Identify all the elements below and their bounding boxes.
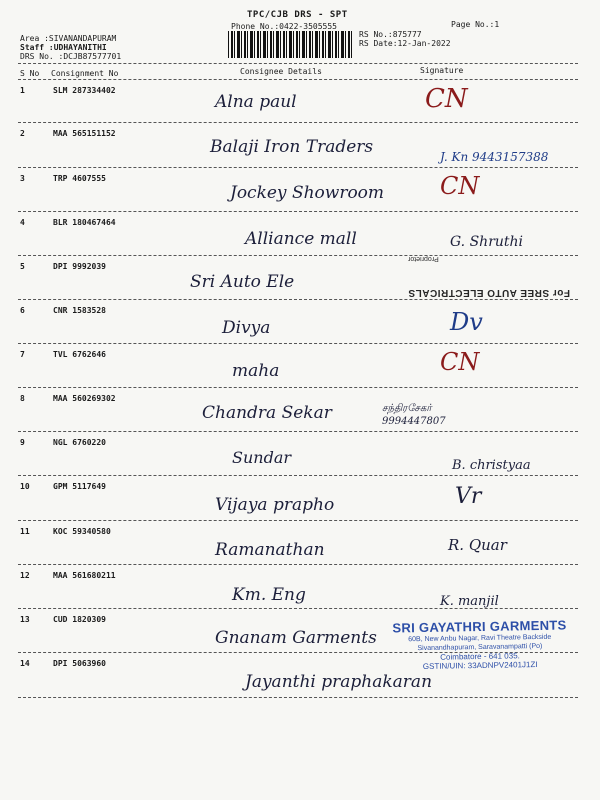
row-13-consignment: CUD 1820309	[53, 615, 106, 624]
row-rule	[18, 211, 578, 212]
row-12-signature: K. manjil	[440, 594, 499, 609]
rs-number: RS No.:875777	[359, 30, 422, 39]
row-8-consignment: MAA 560269302	[53, 394, 116, 403]
row-5-no: 5	[20, 262, 25, 271]
header-rule-top	[18, 63, 578, 64]
staff-field: Staff :UDHAYANITHI	[20, 43, 107, 52]
row-10-consignee: Vijaya prapho	[215, 495, 335, 515]
row-12-no: 12	[20, 571, 30, 580]
row-1-no: 1	[20, 86, 25, 95]
stamp-address-2: Sivanandhapuram, Saravanampatti (Po)	[417, 642, 543, 653]
drs-number: DRS No. :DCJB87577701	[20, 52, 122, 61]
row-9-no: 9	[20, 438, 25, 447]
row-5-consignee: Sri Auto Ele	[190, 272, 295, 292]
row-8-signature: சந்திரசேகர் 9994447807	[382, 403, 446, 427]
row-1-signature: CN	[425, 84, 468, 114]
row-6-consignment: CNR 1583528	[53, 306, 106, 315]
row-rule	[18, 431, 578, 432]
stamp-company-name: SRI GAYATHRI GARMENTS	[392, 617, 567, 636]
row-2-no: 2	[20, 129, 25, 138]
col-sno: S No	[20, 69, 40, 78]
row-8-consignee: Chandra Sekar	[202, 403, 332, 423]
row-11-signature: R. Quar	[448, 536, 507, 554]
row-rule	[18, 608, 578, 609]
row-10-consignment: GPM 5117649	[53, 482, 106, 491]
row-2-signature: J. Kn 9443157388	[440, 150, 549, 164]
proprietor-stamp: Proprietor	[408, 255, 439, 262]
col-signature: Signature	[420, 66, 464, 75]
row-2-consignment: MAA 565151152	[53, 129, 116, 138]
phone-number: Phone No.:0422-3505555	[231, 22, 337, 31]
row-7-consignment: TVL 6762646	[53, 350, 106, 359]
row-14-no: 14	[20, 659, 30, 668]
row-3-signature: CN	[440, 172, 480, 200]
row-14-consignment: DPI 5063960	[53, 659, 106, 668]
row-rule	[18, 299, 578, 300]
row-rule	[18, 343, 578, 344]
row-9-consignee: Sundar	[232, 448, 291, 467]
row-12-consignee: Km. Eng	[232, 585, 306, 605]
col-consignment: Consignment No	[51, 69, 119, 78]
row-4-consignee: Alliance mall	[245, 229, 357, 249]
row-1-consignment: SLM 287334402	[53, 86, 116, 95]
row-11-no: 11	[20, 527, 30, 536]
row-6-no: 6	[20, 306, 25, 315]
row-13-no: 13	[20, 615, 30, 624]
page-number: Page No.:1	[451, 20, 500, 29]
row-7-consignee: maha	[232, 361, 280, 381]
row-9-consignment: NGL 6760220	[53, 438, 106, 447]
document-title: TPC/CJB DRS - SPT	[247, 10, 348, 20]
gayathri-garments-stamp	[379, 617, 580, 690]
stamp-city: Coimbatore - 641 035.	[440, 651, 520, 662]
row-12-consignment: MAA 561680211	[53, 571, 116, 580]
row-2-consignee: Balaji Iron Traders	[210, 137, 374, 157]
row-3-consignee: Jockey Showroom	[230, 183, 385, 203]
row-3-no: 3	[20, 174, 25, 183]
row-rule	[18, 167, 578, 168]
row-6-signature: Dv	[450, 308, 483, 336]
row-13-consignee: Gnanam Garments	[215, 628, 377, 648]
area-field: Area :SIVANANDAPURAM	[20, 34, 117, 43]
row-rule	[18, 564, 578, 565]
rs-date: RS Date:12-Jan-2022	[359, 39, 451, 48]
row-rule	[18, 122, 578, 123]
row-7-no: 7	[20, 350, 25, 359]
row-5-consignment: DPI 9992039	[53, 262, 106, 271]
col-consignee: Consignee Details	[240, 67, 322, 76]
row-4-consignment: BLR 180467464	[53, 218, 116, 227]
row-7-signature: CN	[440, 348, 480, 376]
row-14-consignee: Jayanthi praphakaran	[245, 672, 433, 692]
barcode	[228, 31, 353, 58]
sree-auto-stamp: For SREE AUTO ELECTRICALS	[408, 287, 570, 298]
row-4-signature: G. Shruthi	[450, 234, 524, 250]
row-11-consignee: Ramanathan	[215, 540, 325, 560]
row-10-no: 10	[20, 482, 30, 491]
row-8-no: 8	[20, 394, 25, 403]
stamp-gstin: GSTIN/UIN: 33ADNPV2401J1ZI	[422, 659, 538, 671]
stamp-address-1: 60B, New Anbu Nagar, Ravi Theatre Backside	[408, 633, 552, 644]
row-rule	[18, 475, 578, 476]
row-10-signature: Vr	[455, 484, 482, 509]
row-rule	[18, 387, 578, 388]
row-1-consignee: Alna paul	[215, 92, 297, 112]
row-rule	[18, 520, 578, 521]
row-rule	[18, 255, 578, 256]
row-4-no: 4	[20, 218, 25, 227]
row-rule	[18, 697, 578, 698]
header-rule-bottom	[18, 79, 578, 80]
row-6-consignee: Divya	[222, 318, 271, 338]
row-3-consignment: TRP 4607555	[53, 174, 106, 183]
row-9-signature: B. christyaa	[452, 458, 531, 473]
row-11-consignment: KOC 59340580	[53, 527, 111, 536]
